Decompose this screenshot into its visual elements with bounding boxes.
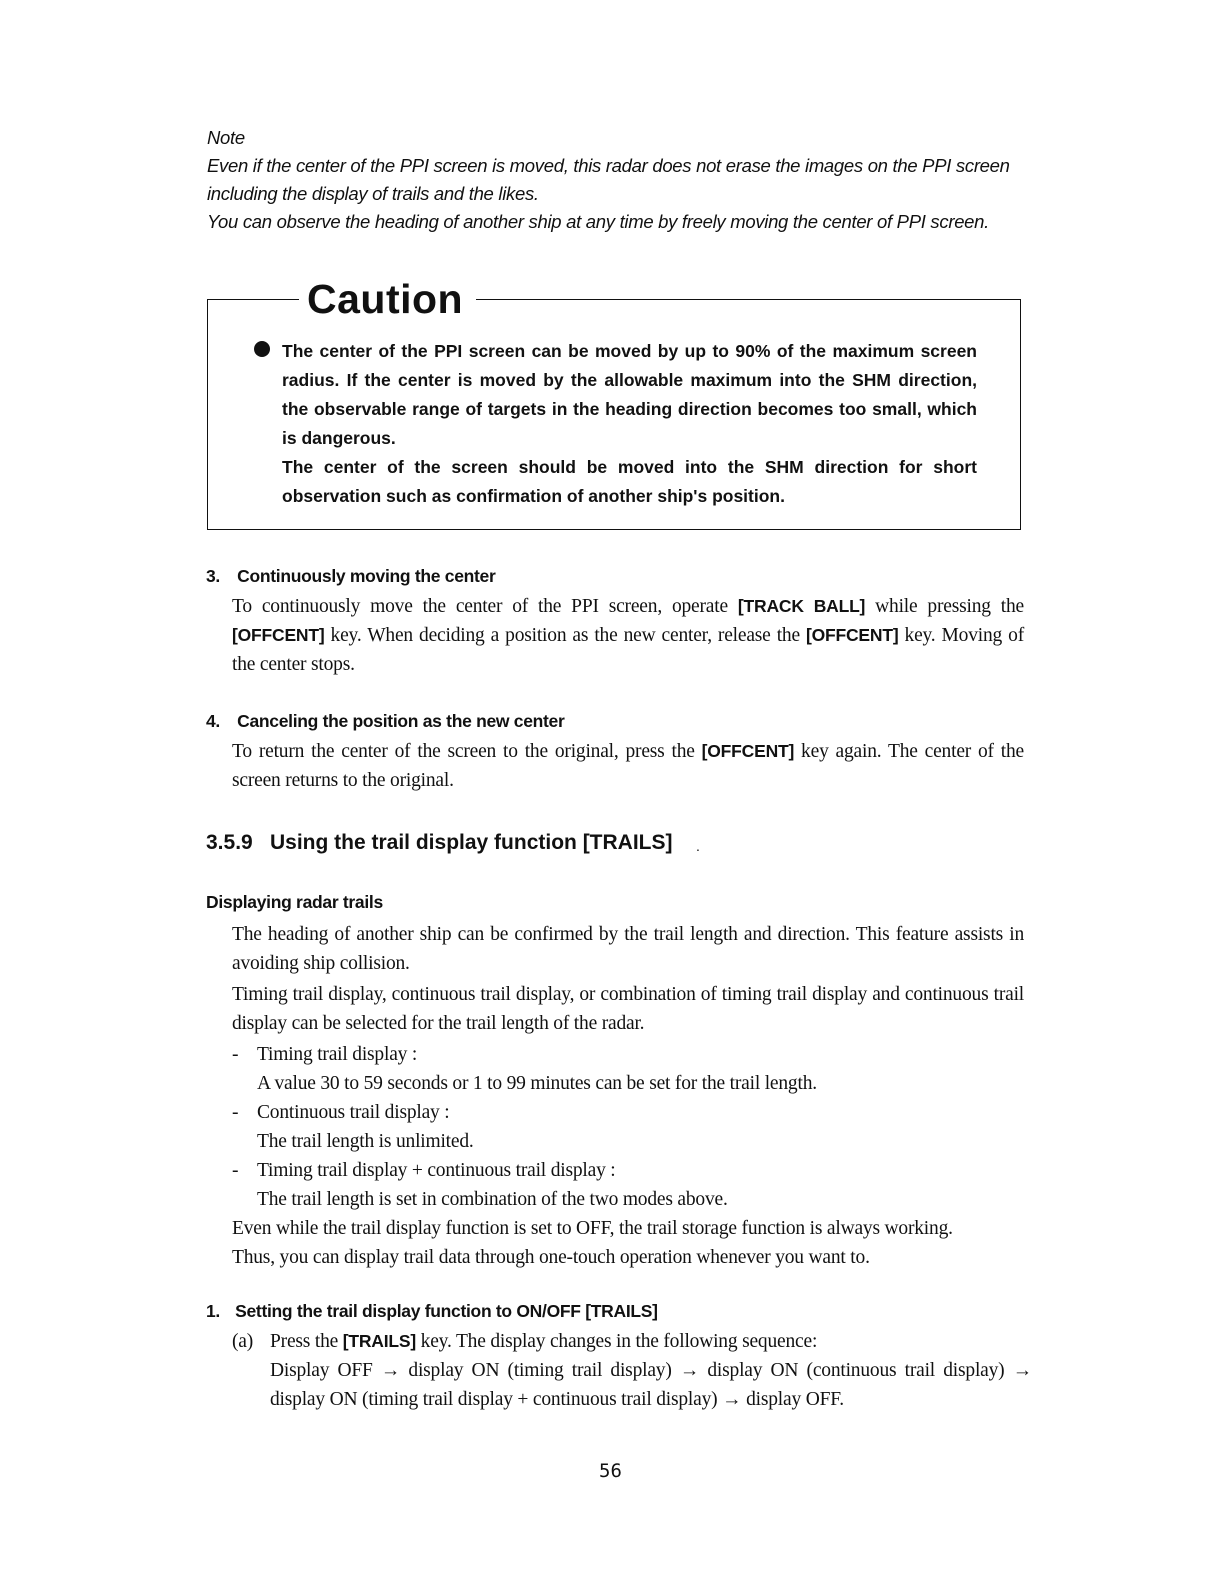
note-text-2: You can observe the heading of another ship at any time by freely moving the center of PPI screen. [207,211,989,232]
step-3-heading [206,564,496,588]
step-1-item-a [232,1327,1032,1414]
step-4-heading [206,709,565,733]
trails-body [232,920,1024,1272]
trails-paragraph-4: Thus, you can display trail data through one-touch operation whenever you want to. [232,1247,870,1268]
display-sequence: Display OFF → display ON (timing trail display) → display ON (continuous trail display) → display ON (timing trail display + continuous trail display) → display OFF. [270,1360,1032,1410]
caution-top-rule-right [476,299,1021,300]
step-4-text: To return the center of the screen to the original, press the [232,741,702,762]
offcent-key-ref: [OFFCENT] [701,741,795,761]
step-3-text: key. Moving of the center stops. [232,625,1024,675]
step-1-number: 1. [206,1301,220,1321]
step-4-text: key again. The center of the screen returns to the original. [232,741,1024,791]
trackball-key-ref: [TRACK BALL] [737,596,866,616]
note-text-1: Even if the center of the PPI screen is moved, this radar does not erase the images on the PPI screen including the display of trails and the likes. [207,155,1010,204]
step-4-title: Canceling the position as the new center [237,711,565,731]
step-3-body [232,592,1024,679]
step-1-heading [206,1299,658,1323]
step-3-number: 3. [206,566,220,586]
list-item-detail: The trail length is unlimited. [257,1131,474,1152]
note-label: Note [207,127,245,148]
step-1-item-a-content [232,1327,1032,1414]
page-number: 56 [599,1460,622,1482]
trails-paragraph-3: Even while the trail display function is set to OFF, the trail storage function is always working. [232,1218,953,1239]
list-item-label: Timing trail display : [257,1044,418,1065]
list-item-detail: The trail length is set in combination of the two modes above. [257,1189,728,1210]
list-dash: - [232,1160,239,1181]
stray-mark: . [696,838,700,854]
caution-paragraph-1: The center of the PPI screen can be moved by up to 90% of the maximum screen radius. If the center is moved by the allowable maximum into the SHM direction, the observable range of targets in the heading direction becomes too small, which is dangerous. [282,341,977,448]
trails-paragraph-1: The heading of another ship can be confirmed by the trail length and direction. This feature assists in avoiding ship collision. [232,924,1024,974]
step-1-body [232,1327,1032,1414]
trails-heading: Displaying radar trails [206,892,383,912]
section-number: 3.5.9 [206,831,253,854]
section-heading [206,829,673,857]
caution-text [282,337,977,511]
list-item-label: Timing trail display + continuous trail display : [257,1160,616,1181]
list-item-label: Continuous trail display : [257,1102,450,1123]
list-item [232,1040,1024,1069]
bullet-icon [254,341,270,357]
caution-title: Caution [307,276,464,322]
trails-key-ref: [TRAILS] [342,1331,416,1351]
list-item [232,1098,1024,1127]
step-1-text: Press the [270,1331,343,1352]
step-4-body [232,737,1024,795]
step-3-title: Continuously moving the center [237,566,496,586]
trails-paragraph-2: Timing trail display, continuous trail display, or combination of timing trail display and continuous trail display can be selected for the trail length of the radar. [232,984,1024,1034]
step-1-text: key. The display changes in the following sequence: [416,1331,818,1352]
step-3-text: while pressing the [865,596,1024,617]
step-3-text: key. When deciding a position as the new center, release the [324,625,806,646]
list-item-detail: A value 30 to 59 seconds or 1 to 99 minutes can be set for the trail length. [257,1073,817,1094]
step-3-text: To continuously move the center of the PPI screen, operate [232,596,738,617]
step-1-sub-label: (a) [232,1331,254,1352]
note-block [207,124,1037,236]
list-item [232,1156,1024,1185]
list-dash: - [232,1102,239,1123]
step-4-number: 4. [206,711,220,731]
list-dash: - [232,1044,239,1065]
caution-top-rule-left [207,299,299,300]
step-1-title: Setting the trail display function to ON/OFF [TRAILS] [235,1301,658,1321]
offcent-key-ref: [OFFCENT] [805,625,899,645]
section-title: Using the trail display function [TRAILS] [270,831,673,854]
trails-list [232,1040,1024,1214]
caution-paragraph-2: The center of the screen should be moved into the SHM direction for short observation such as confirmation of another ship's position. [282,457,977,506]
offcent-key-ref: [OFFCENT] [232,625,325,645]
